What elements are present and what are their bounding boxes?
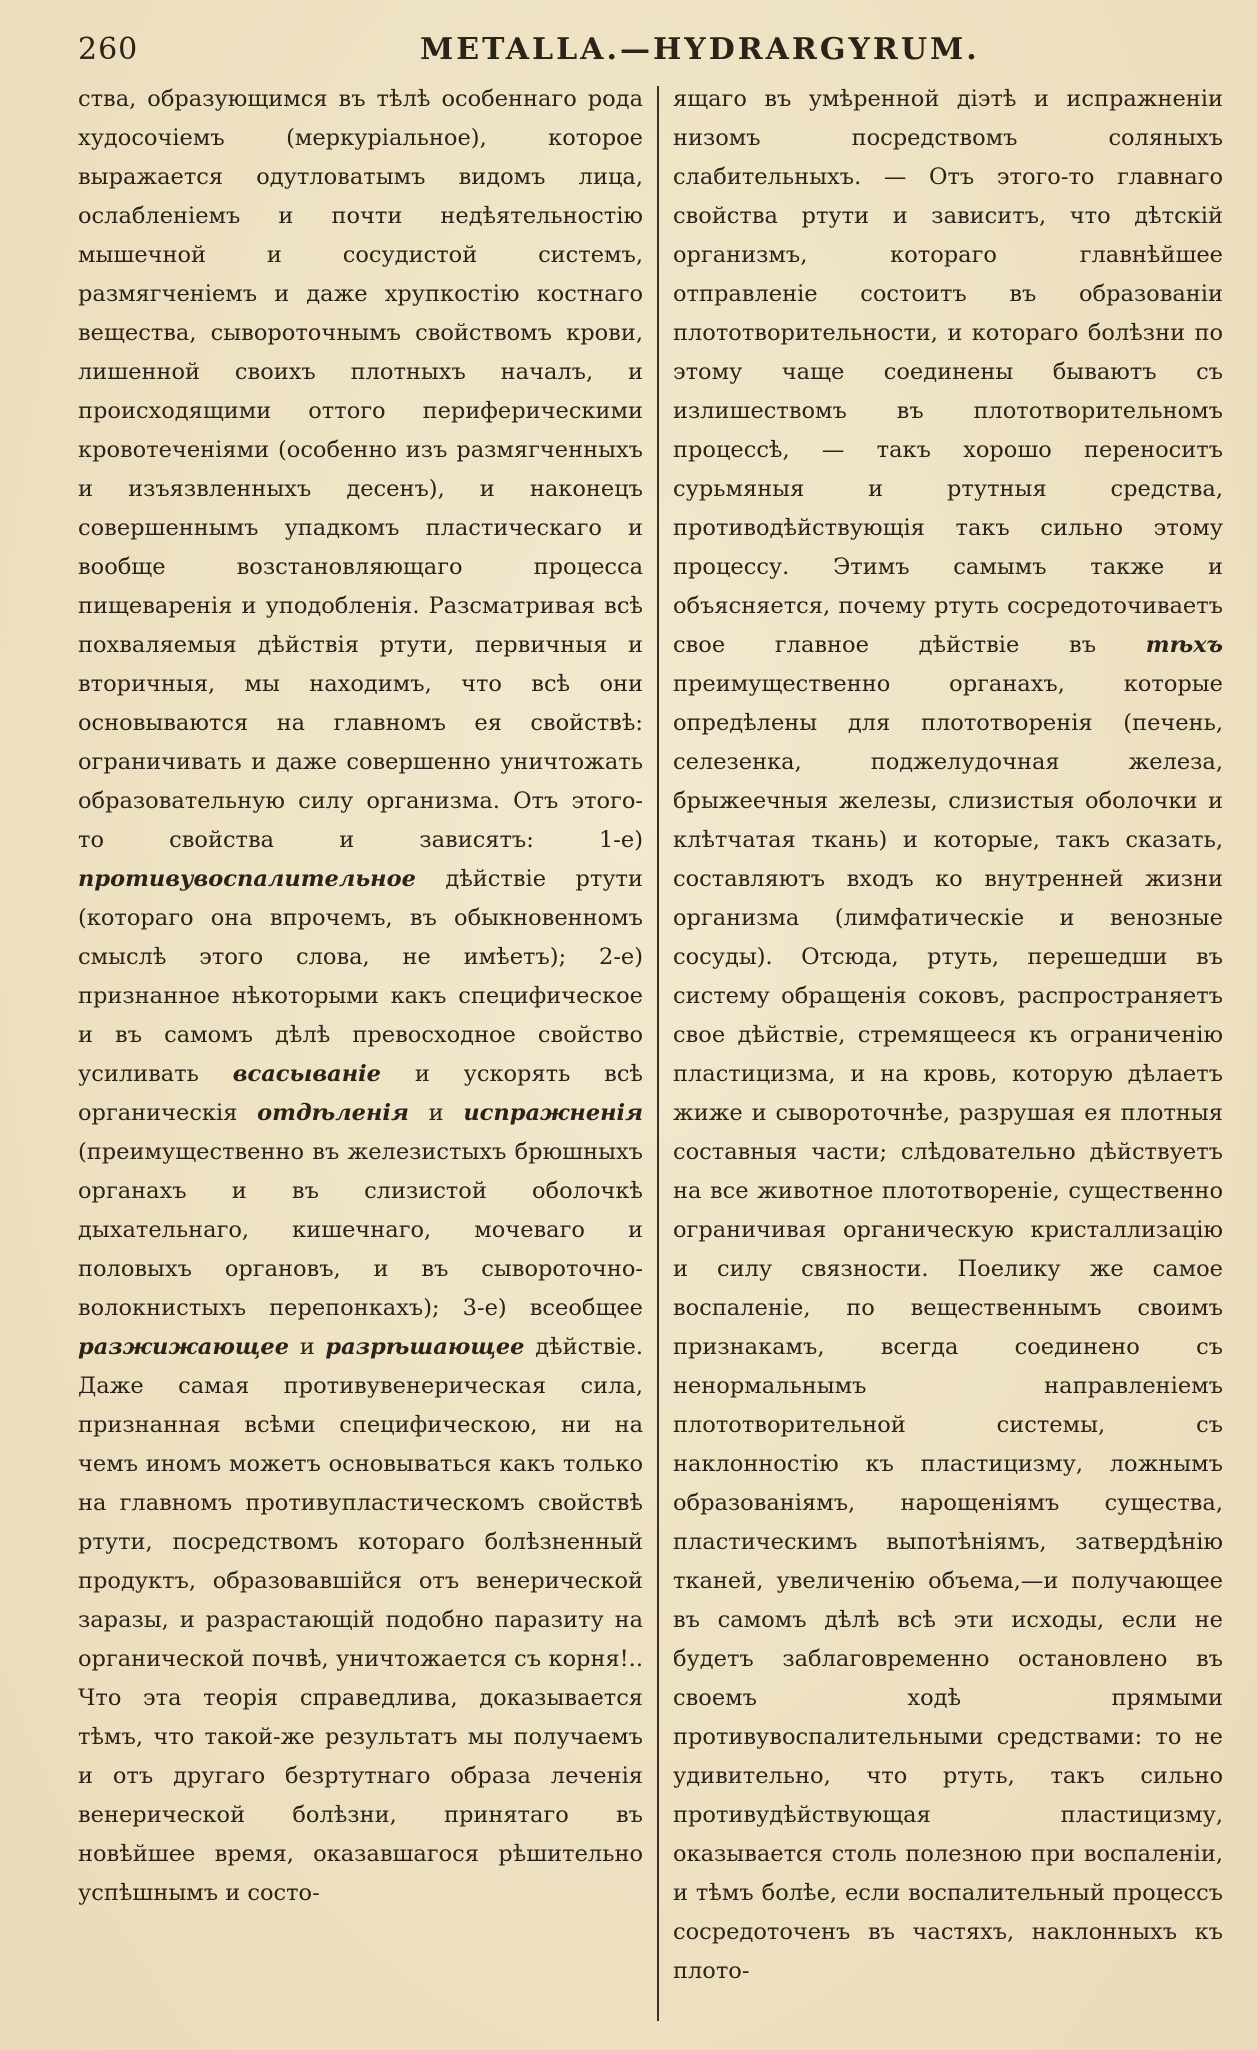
text-run: (преимущественно въ железистыхъ брюшныхъ органахъ и въ слизистой оболочкѣ дыхательнаго, кишечнаго, мочеваго и половыхъ органовъ, и въ сывороточно-волокнистыхъ перепонкахъ); [78,1139,643,1321]
emphasized-term: испражненія [463,1100,643,1126]
column-divider [657,86,659,2021]
page-header [78,28,1207,78]
running-title: METALLA.—HYDRARGYRUM. [420,32,980,67]
list-numeral: 1-е) [598,827,643,853]
text-run: признанное нѣкоторыми какъ специфическое и въ самомъ дѣлѣ превосходное свойство усиливать [78,983,643,1087]
right-column [673,80,1223,2025]
text-run: ства, образующимся въ тѣлѣ особеннаго рода худосочіемъ (меркуріальное), которое выражается одутловатымъ видомъ лица, ослабленіемъ и почти недѣятельностію мышечной и сосудистой системъ, размягченіемъ и даже хрупкостію костнаго вещества, сывороточнымъ свойствомъ крови, лишенной своихъ плотныхъ началъ, и происходящими оттого периферическими кровотеченіями (особенно изъ размягченныхъ и изъязвленныхъ десенъ), и наконецъ совершеннымъ упадкомъ пластическаго и вообще возстановляющаго процесса пищеваренія и уподобленія. Разсматривая всѣ похваляемыя дѣйствія ртути, первичныя и вторичныя, мы находимъ, что всѣ они основываются на главномъ ея свойствѣ: ограничивать и даже совершенно уничтожать образовательную силу организма. Отъ этого-то свойства и зависятъ: [78,86,643,853]
list-numeral: 2-е) [599,944,643,970]
text-run: и ускорять всѣ органическія [78,1061,643,1126]
text-run: всеобщее [529,1295,643,1321]
text-run: преимущественно органахъ, которые опредѣлены для плототворенія (печень, селезенка, поджелудочная железа, брыжеечныя железы, слизистыя оболочки и клѣтчатая ткань) и которые, такъ сказать, составляютъ входъ ко внутренней жизни организма (лимфатическіе и венозные сосуды). Отсюда, ртуть, перешедши въ систему обращенія соковъ, распространяетъ свое дѣйствіе, стремящееся къ ограниченію пластицизма, и на кровь, которую дѣлаетъ жиже и сывороточнѣе, разрушая ея плотныя составныя части; слѣдовательно дѣйствуетъ на все животное плототвореніе, существенно ограничивая органическую кристаллизацію и силу связности. Поелику же самое воспаленіе, по вещественнымъ своимъ признакамъ, всегда соединено съ ненормальнымъ направленіемъ плототворительной системы, съ наклонностію къ пластицизму, ложнымъ образованіямъ, нарощеніямъ существа, пластическимъ выпотѣніямъ, затвердѣнію тканей, увеличенію объема,—и получающее въ самомъ дѣлѣ всѣ эти исходы, если не будетъ заблаговременно остановлено въ своемъ ходѣ прямыми противувоспалительными средствами: то не удивительно, что ртуть, такъ сильно противудѣйствующая пластицизму, оказывается столь полезною при воспаленіи, и тѣмъ болѣе, если воспалительный процессъ сосредоточенъ въ частяхъ, наклонныхъ къ плото- [673,671,1223,1984]
text-run: ящаго въ умѣренной діэтѣ и испражненіи низомъ посредствомъ соляныхъ слабительныхъ. — Отъ этого-то главнаго свойства ртути и зависитъ, что дѣтскій организмъ, котораго главнѣйшее отправленіе состоитъ въ образованіи плототворительности, и котораго болѣзни по этому чаще соединены бываютъ съ излишествомъ въ плототворительномъ процессѣ, — такъ хорошо переноситъ сурьмяныя и ртутныя средства, противодѣйствующія такъ сильно этому процессу. Этимъ самымъ также и объясняется, почему ртуть сосредоточиваетъ свое главное дѣйствіе въ [673,86,1223,658]
emphasized-term: отдѣленія [257,1100,409,1126]
text-run: дѣйствіе. Даже самая противувенерическая сила, признанная всѣми специфическою, ни на чемъ иномъ можетъ основываться какъ только на главномъ противупластическомъ свойствѣ ртути, посредствомъ котораго болѣзненный продуктъ, образовавшійся отъ венерической заразы, и разрастающій подобно паразиту на органической почвѣ, уничтожается съ корня!.. Что эта теорія справедлива, доказывается тѣмъ, что такой-же результатъ мы получаемъ и отъ другаго безртутнаго образа леченія венерической болѣзни, принятаго въ новѣйшее время, оказавшагося рѣшительно успѣшнымъ и состо- [78,1334,643,1906]
list-numeral: 3-е) [462,1295,507,1321]
emphasized-term: разжижающее [78,1334,290,1360]
left-column [78,80,643,2025]
page-number: 260 [78,32,139,67]
emphasized-term: тѣхъ [1145,632,1223,658]
text-run: и [428,1100,444,1126]
text-run: дѣйствіе ртути (котораго она впрочемъ, въ обыкновенномъ смыслѣ этого слова, не имѣетъ); [78,866,643,970]
right-column-text [673,80,1223,1991]
left-column-text [78,80,643,1913]
text-run: и [299,1334,315,1360]
emphasized-term: всасываніе [232,1061,381,1087]
emphasized-term: противувоспалительное [78,866,416,892]
emphasized-term: разрѣшающее [325,1334,525,1360]
